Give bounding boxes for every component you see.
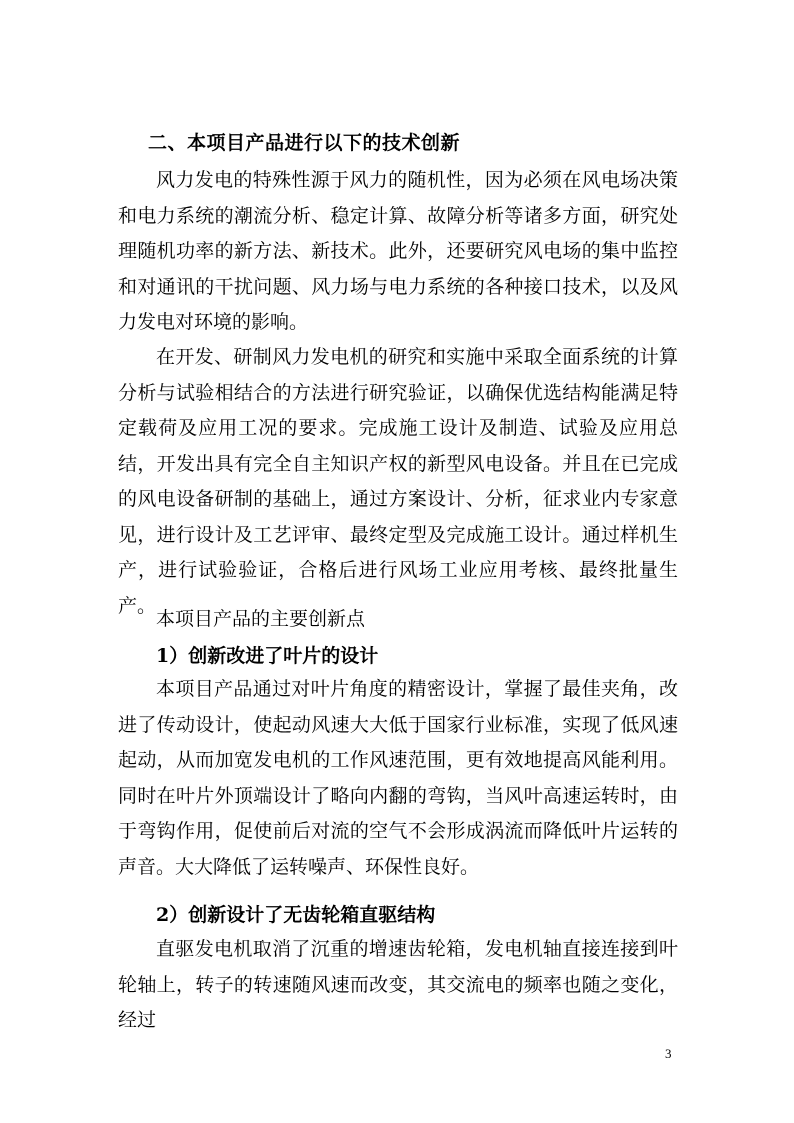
innovation-intro: 本项目产品的主要创新点	[156, 608, 366, 630]
page-number: 3	[665, 1046, 672, 1061]
paragraph-wind-randomness: 风力发电的特殊性源于风力的随机性，因为必须在风电场决策和电力系统的潮流分析、稳定计算、故障分析等诸多方面，研究处理随机功率的新方法、新技术。此外，还要研究风电场的集中监控和对通讯的干扰问题、风力场与电力系统的各种接口技术，以及风力发电对环境的影响。	[118, 169, 678, 333]
subheading-direct-drive: 2）创新设计了无齿轮箱直驱结构	[156, 904, 436, 926]
subheading-blade-design: 1）创新改进了叶片的设计	[156, 645, 379, 667]
paragraph-development-method: 在开发、研制风力发电机的研究和实施中采取全面系统的计算分析与试验相结合的方法进行研究验证，以确保优选结构能满足特定载荷及应用工况的要求。完成施工设计及制造、试验及应用总结，开发出具有完全自主知识产权的新型风电设备。并且在已完成的风电设备研制的基础上，通过方案设计、分析，征求业内专家意见，进行设计及工艺评审、最终定型及完成施工设计。通过样机生产，进行试验验证，合格后进行风场工业应用考核、最终批量生产。	[118, 346, 678, 617]
section-heading: 二、本项目产品进行以下的技术创新	[148, 132, 461, 154]
paragraph-direct-drive: 直驱发电机取消了沉重的增速齿轮箱，发电机轴直接连接到叶轮轴上，转子的转速随风速而改变，其交流电的频率也随之变化，经过	[118, 938, 678, 1031]
paragraph-blade-design: 本项目产品通过对叶片角度的精密设计，掌握了最佳夹角，改进了传动设计，使起动风速大大低于国家行业标准，实现了低风速起动，从而加宽发电机的工作风速范围，更有效地提高风能利用。同时在叶片外顶端设计了略向内翻的弯钩，当风叶高速运转时，由于弯钩作用，促使前后对流的空气不会形成涡流而降低叶片运转的声音。大大降低了运转噪声、环保性良好。	[118, 678, 678, 878]
